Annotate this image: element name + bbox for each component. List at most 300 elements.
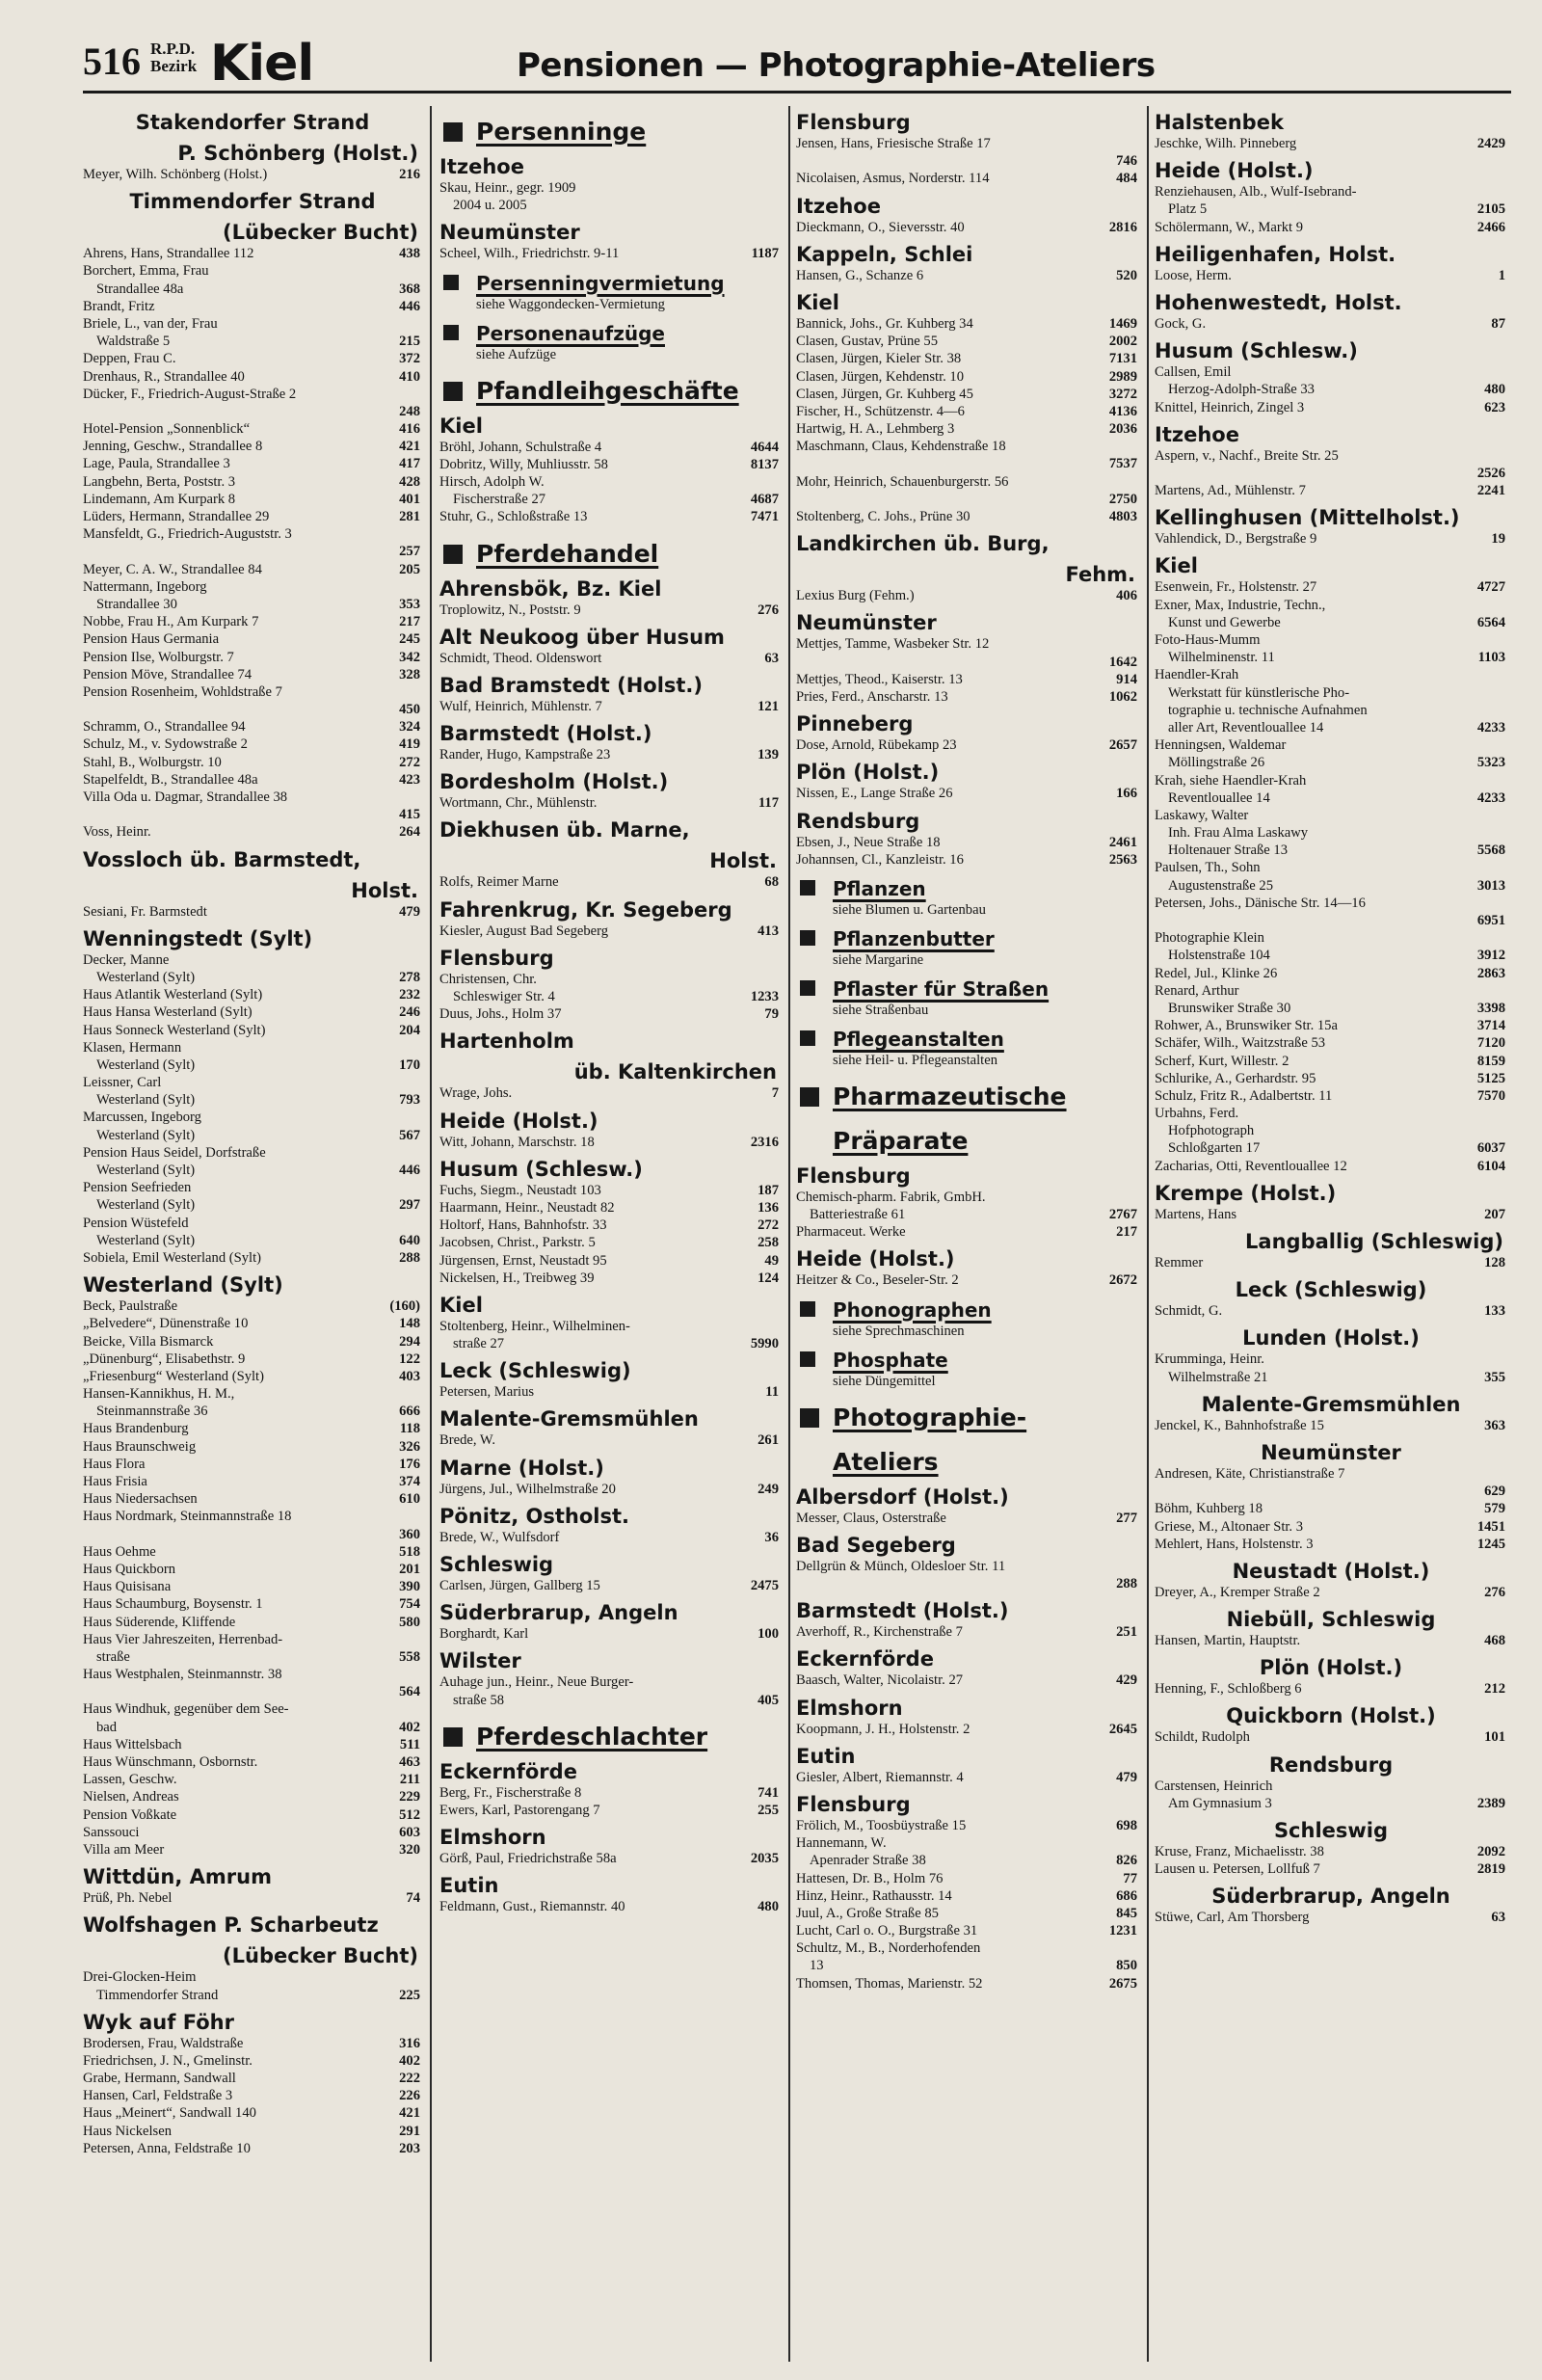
listing-text: Jeschke, Wilh. Pinneberg [1155,136,1297,151]
listing-text: Clasen, Jürgen, Kieler Str. 38 [796,351,962,367]
listing-text: Lassen, Geschw. [83,1772,177,1788]
listing-text: Leissner, Carl [83,1075,162,1091]
phone-number: 124 [754,1270,779,1287]
listing-line [83,1127,422,1144]
listing-text: „Friesenburg“ Westerland (Sylt) [83,1368,264,1384]
place-heading: Plön (Holst.) [796,761,940,785]
category-title: Pferdeschlachter [476,1722,708,1751]
phone-number: 320 [395,1841,420,1859]
listing-line [1155,1000,1507,1017]
listing-line [1155,912,1507,929]
listing-text: aller Art, Reventlouallee 14 [1168,719,1324,735]
phone-number: 36 [760,1529,779,1546]
category-marker-icon [800,1351,815,1367]
phone-number: 484 [1112,170,1137,187]
listing-text: Brede, W. [439,1432,495,1449]
listing-text: Haus Wittelsbach [83,1736,182,1752]
phone-number: 6564 [1474,614,1505,631]
phone-number: 77 [1119,1870,1137,1887]
listing-text: Dellgrün & Münch, Oldesloer Str. 11 [796,1558,1006,1574]
listing-line [1155,1302,1507,1320]
listing-line [83,2087,422,2104]
listing-text: Martens, Ad., Mühlenstr. 7 [1155,483,1306,499]
phone-number: 360 [395,1526,420,1543]
listing-line [83,2123,422,2140]
phone-number: 406 [1112,587,1137,604]
cross-reference: siehe Düngemittel [833,1373,936,1389]
phone-number: 518 [395,1543,420,1561]
listing-line [83,350,422,367]
listing-text: Haus Sonneck Westerland (Sylt) [83,1022,266,1038]
listing-line [1155,381,1507,398]
listing-line [83,1056,422,1074]
phone-number: 512 [395,1806,420,1824]
listing-line [796,1870,1139,1887]
listing-line [83,1315,422,1332]
place-heading: Elmshorn [796,1696,903,1720]
place-heading: Süderbrarup, Angeln [439,1601,678,1625]
listing-text: Wortmann, Chr., Mühlenstr. [439,795,598,812]
phone-number: 326 [395,1438,420,1456]
phone-number: 686 [1112,1887,1137,1905]
place-heading: Leck (Schleswig) [439,1359,631,1383]
column-3 [796,104,1139,2360]
listing-text: Westerland (Sylt) [96,1127,196,1143]
listing-line [439,1217,781,1234]
phone-number: 324 [395,718,420,735]
listing-line [83,1543,422,1561]
listing-text: Drenhaus, R., Strandallee 40 [83,368,245,385]
column-4 [1155,104,1507,2360]
phone-number: 402 [395,2052,420,2070]
listing-line [83,281,422,298]
listing-text: Timmendorfer Strand [96,1987,219,2003]
phone-number: 229 [395,1788,420,1805]
listing-line [83,1490,422,1508]
place-heading: Flensburg [796,111,911,134]
listing-text: Koopmann, J. H., Holstenstr. 2 [796,1721,970,1737]
listing-line [1155,929,1507,947]
phone-number: 4233 [1474,789,1505,807]
listing-text: Loose, Herm. [1155,267,1232,283]
listing-text: Briele, L., van der, Frau [83,315,218,332]
listing-text: Holtorf, Hans, Bahnhofstr. 33 [439,1217,607,1234]
listing-line [439,197,781,214]
phone-number: 19 [1487,530,1505,548]
listing-text: Vahlendick, D., Bergstraße 9 [1155,531,1317,548]
listing-text: Haus Niedersachsen [83,1491,198,1508]
listing-line [83,1297,422,1315]
phone-number: 2675 [1105,1975,1137,1992]
listing-text: Schleswiger Str. 4 [453,989,555,1004]
phone-number: 2750 [1105,491,1137,508]
phone-number: 666 [395,1403,420,1420]
phone-number: 212 [1480,1680,1505,1698]
listing-line [1155,201,1507,218]
listing-line [83,1039,422,1056]
listing-text: Batteriestraße 61 [810,1207,906,1223]
place-heading: Flensburg [796,1163,911,1188]
phone-number: 2526 [1474,465,1505,482]
phone-number: 5990 [747,1335,779,1352]
listing-line [83,1196,422,1214]
place-heading: Heiligenhafen, Holst. [1155,242,1396,266]
place-heading: Kiel [439,414,483,438]
category-title: Personenaufzüge [476,321,665,345]
phone-number: 2819 [1474,1860,1505,1878]
listing-text: Hotel-Pension „Sonnenblick“ [83,421,251,438]
listing-line [83,1074,422,1091]
listing-text: Mettjes, Tamme, Wasbeker Str. 12 [796,636,990,653]
cross-reference: siehe Waggondecken-Vermietung [476,296,665,312]
listing-text: Ewers, Karl, Pastorengang 7 [439,1802,600,1818]
listing-text: Lausen u. Petersen, Lollfuß 7 [1155,1861,1320,1878]
phone-number: 7120 [1474,1034,1505,1052]
listing-text: Grabe, Hermann, Sandwall [83,2071,236,2087]
listing-line [83,1162,422,1179]
listing-line [796,152,1139,170]
listing-line [83,1614,422,1631]
category-heading [796,1402,1139,1434]
phone-number: 564 [395,1683,420,1700]
place-heading: Pönitz, Ostholst. [439,1504,629,1528]
listing-line [1155,1483,1507,1500]
listing-line [83,1648,422,1666]
listing-line [796,587,1139,604]
listing-line [83,315,422,333]
listing-text: Am Gymnasium 3 [1168,1795,1272,1811]
listing-text: Schlurike, A., Gerhardstr. 95 [1155,1070,1316,1086]
listing-line [83,438,422,455]
phone-number: 4727 [1474,578,1505,596]
phone-number: 4136 [1105,403,1137,420]
listing-line [796,851,1139,869]
phone-number: 2475 [747,1577,779,1594]
category-title: Persenningvermietung [476,271,725,295]
phone-number: 353 [395,596,420,613]
category-heading [796,926,1139,951]
listing-text: Clasen, Gustav, Prüne 55 [796,334,938,350]
place-heading: Malente-Gremsmühlen [439,1407,699,1431]
phone-number: 2389 [1474,1795,1505,1812]
listing-line [83,561,422,578]
listing-text: Heitzer & Co., Beseler-Str. 2 [796,1272,959,1289]
phone-number: 216 [395,166,420,183]
phone-number: 2036 [1105,420,1137,438]
phone-number: 257 [395,543,420,560]
category-title: Präparate [833,1126,969,1155]
phone-number: 211 [396,1771,420,1788]
listing-text: Pension Ilse, Wolburgstr. 7 [83,649,234,665]
listing-line [83,1889,422,1907]
listing-text: Giesler, Albert, Riemannstr. 4 [796,1769,964,1785]
category-marker-icon [800,1030,815,1046]
listing-text: Renard, Arthur [1155,982,1239,999]
place-heading: Lunden (Holst.) [1242,1326,1420,1350]
phone-number: 136 [754,1199,779,1217]
phone-number: 4644 [747,439,779,456]
phone-number: 277 [1112,1510,1137,1527]
listing-line [1155,482,1507,499]
phone-number: 2429 [1474,135,1505,152]
phone-number: 401 [395,491,420,508]
listing-line [439,1625,781,1643]
place-heading: Neumünster [439,221,580,245]
place-heading: Eutin [439,1874,499,1898]
listing-line [83,333,422,350]
listing-text: Drei-Glocken-Heim [83,1969,197,1986]
listing-line [796,1623,1139,1641]
listing-text: straße [96,1648,130,1665]
cross-reference: siehe Heil- u. Pflegeanstalten [833,1052,998,1068]
listing-text: Chemisch-pharm. Fabrik, GmbH. [796,1189,986,1205]
category-title: Pfandleihgeschäfte [476,376,739,405]
listing-text: Exner, Max, Industrie, Techn., [1155,597,1326,613]
listing-text: Paulsen, Th., Sohn [1155,860,1261,876]
phone-number: 1451 [1474,1518,1505,1536]
listing-line [83,1438,422,1456]
listing-text: Brede, W., Wulfsdorf [439,1529,560,1545]
phone-number: 117 [755,794,779,812]
listing-line [439,245,781,262]
phone-number: 2816 [1105,219,1137,236]
phone-number: 342 [395,649,420,666]
listing-text: Brandt, Fritz [83,298,155,314]
listing-text: Langbehn, Berta, Poststr. 3 [83,473,236,490]
place-heading: Bad Segeberg [796,1533,956,1557]
listing-line [439,1270,781,1287]
phone-number: 1469 [1105,315,1137,333]
listing-line [83,2140,422,2157]
listing-line [796,834,1139,851]
listing-text: Fischerstraße 27 [453,492,546,508]
listing-line [1155,1536,1507,1553]
phone-number: 170 [395,1056,420,1074]
phone-number: 1245 [1474,1536,1505,1553]
listing-line [83,613,422,630]
listing-line [83,1968,422,1986]
listing-line [796,1957,1139,1974]
listing-text: Jenning, Geschw., Strandallee 8 [83,439,263,455]
listing-text: Pension Wüstefeld [83,1215,189,1231]
listing-line [1155,219,1507,236]
phone-number: 826 [1112,1852,1137,1869]
phone-number: 1231 [1105,1922,1137,1939]
listing-text: Westerland (Sylt) [96,1163,196,1178]
phone-number: 100 [754,1625,779,1643]
listing-text: Nielsen, Andreas [83,1789,179,1805]
phone-number: 2563 [1105,851,1137,869]
phone-number: 567 [395,1127,420,1144]
listing-line [1155,1778,1507,1795]
category-heading [796,1446,1139,1479]
place-heading: (Lübecker Bucht) [223,221,418,245]
listing-text: Hinz, Heinr., Rathausstr. 14 [796,1887,952,1904]
listing-line [439,1898,781,1915]
phone-number: 288 [1112,1575,1137,1592]
listing-text: Fischer, H., Schützenstr. 4—6 [796,403,965,419]
listing-line [83,1249,422,1267]
place-heading: Schleswig [1273,1819,1389,1842]
phone-number: 640 [395,1232,420,1249]
listing-line [439,1673,781,1691]
phone-number: 429 [1112,1671,1137,1689]
listing-line [83,1578,422,1595]
listing-text: Schäfer, Wilh., Waitzstraße 53 [1155,1035,1326,1052]
listing-text: Laskawy, Walter [1155,807,1249,823]
category-heading [439,271,781,296]
listing-line [83,245,422,262]
listing-line [83,951,422,969]
listing-line [439,473,781,491]
phone-number: 121 [754,698,779,715]
place-heading: Pinneberg [796,712,914,736]
listing-line [83,1508,422,1525]
listing-text: Friedrichsen, J. N., Gmelinstr. [83,2052,253,2069]
place-heading: Westerland (Sylt) [83,1273,283,1297]
phone-number: 203 [395,2140,420,2157]
listing-line [796,455,1139,472]
listing-text: Dobritz, Willy, Muhliusstr. 58 [439,456,608,472]
phone-number: 222 [395,2070,420,2087]
phone-number: 419 [395,735,420,753]
listing-line [83,1788,422,1805]
listing-line [796,1671,1139,1689]
listing-line [83,1719,422,1736]
phone-number: 148 [395,1315,420,1332]
listing-text: Prüß, Ph. Nebel [83,1890,173,1907]
listing-text: Jensen, Hans, Friesische Straße 17 [796,136,991,151]
listing-text: Haus Vier Jahreszeiten, Herrenbad- [83,1631,283,1647]
phone-number: 4803 [1105,508,1137,525]
listing-text: Voss, Heinr. [83,824,151,841]
listing-text: Görß, Paul, Friedrichstraße 58a [439,1851,617,1867]
listing-line [83,1403,422,1420]
place-heading: Vossloch üb. Barmstedt, [83,847,361,871]
place-heading: Quickborn (Holst.) [1226,1704,1436,1728]
district-label-line1: R.P.D. [150,40,196,58]
phone-number: 1 [1495,267,1505,284]
phone-number: 416 [395,420,420,438]
listing-text: Schulz, Fritz R., Adalbertstr. 11 [1155,1087,1333,1104]
cross-reference: siehe Margarine [833,951,924,968]
listing-line [83,1753,422,1771]
listing-line [796,420,1139,438]
listing-text: Haus „Meinert“, Sandwall 140 [83,2105,256,2122]
phone-number: 372 [395,350,420,367]
listing-line [1155,1843,1507,1860]
listing-line [796,1922,1139,1939]
listing-text: Dücker, F., Friedrich-August-Straße 2 [83,386,297,402]
listing-line [796,1721,1139,1738]
phone-number: 2105 [1474,201,1505,218]
place-heading: Holst. [351,878,418,902]
listing-text: Haus Quickborn [83,1561,176,1577]
listing-line [439,1005,781,1023]
listing-text: Carstensen, Heinrich [1155,1778,1273,1794]
listing-line [439,1084,781,1102]
category-heading [439,116,781,148]
phone-number: 4687 [747,491,779,508]
district-label-line2: Bezirk [150,57,198,75]
listing-text: Villa am Meer [83,1841,165,1858]
listing-text: Pension Seefrieden [83,1180,192,1196]
phone-number: 7 [768,1084,779,1102]
listing-line [1155,772,1507,789]
listing-line [796,654,1139,671]
phone-number: 249 [754,1481,779,1498]
phone-number: 6037 [1474,1139,1505,1157]
listing-text: Stoltenberg, Heinr., Wilhelminen- [439,1318,630,1334]
listing-text: Juul, A., Große Straße 85 [796,1905,939,1921]
listing-text: Möllingstraße 26 [1168,755,1265,771]
listing-line [1155,363,1507,381]
phone-number: 276 [754,602,779,619]
phone-number: 415 [395,806,420,823]
listing-text: tographie u. technische Aufnahmen [1168,702,1368,718]
column-divider [788,106,790,2362]
phone-number: 413 [754,923,779,940]
phone-number: 7131 [1105,350,1137,367]
phone-number: 226 [395,2087,420,2104]
category-marker-icon [443,325,459,340]
phone-number: 479 [395,903,420,921]
listing-line [1155,631,1507,649]
phone-number: 2863 [1474,965,1505,982]
category-heading [439,375,781,408]
listing-line [1155,1206,1507,1223]
listing-text: Wrage, Johs. [439,1085,513,1102]
listing-text: Borchert, Emma, Frau [83,263,209,280]
phone-number: 5323 [1474,754,1505,771]
place-heading: Hartenholm [439,1030,574,1054]
category-marker-icon [443,122,463,142]
listing-text: Sanssouci [83,1824,140,1840]
listing-line [83,754,422,771]
listing-text: Pension Haus Germania [83,631,220,648]
listing-line [83,1824,422,1841]
listing-line [83,1109,422,1126]
listing-text: Krumminga, Heinr. [1155,1351,1264,1368]
listing-line [83,298,422,315]
place-heading: Eckernförde [439,1759,577,1783]
phone-number: 272 [395,754,420,771]
listing-line [83,903,422,921]
place-heading: Eutin [796,1744,856,1768]
place-heading: Landkirchen üb. Burg, [796,532,1050,556]
listing-line [1155,736,1507,754]
listing-text: Mettjes, Theod., Kaiserstr. 13 [796,671,963,687]
listing-line [83,386,422,403]
listing-line [1155,965,1507,982]
listing-text: Meyer, Wilh. Schönberg (Holst.) [83,167,268,182]
district-city: Kiel [210,35,314,93]
phone-number: 2002 [1105,333,1137,350]
listing-text: Esenwein, Fr., Holstenstr. 27 [1155,579,1317,596]
listing-text: Stapelfeldt, B., Strandallee 48a [83,771,258,788]
place-heading: Fahrenkrug, Kr. Segeberg [439,897,732,922]
listing-line [439,1850,781,1867]
listing-line [1155,719,1507,736]
cross-reference: siehe Sprechmaschinen [833,1323,965,1339]
category-marker-icon [800,930,815,946]
phone-number: 2316 [747,1134,779,1151]
listing-text: Reventlouallee 14 [1168,789,1270,806]
place-heading: Fehm. [1065,563,1135,587]
category-title: Phosphate [833,1348,948,1372]
phone-number: 741 [754,1784,779,1802]
listing-text: „Dünenburg“, Elisabethstr. 9 [83,1350,246,1367]
